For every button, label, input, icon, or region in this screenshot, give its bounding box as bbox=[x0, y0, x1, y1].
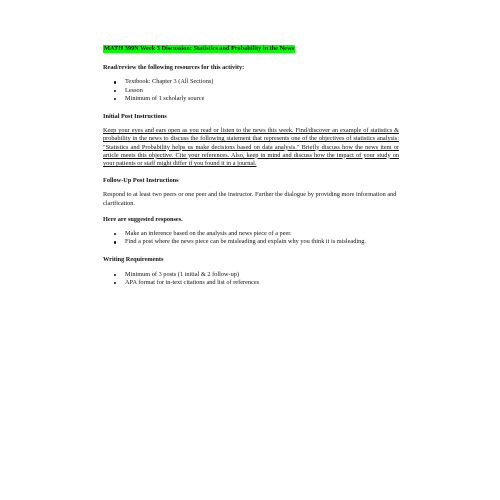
resources-list bbox=[103, 78, 399, 103]
list-item: Find a post where the news piece can be misleading and explain why you think it is misleading. bbox=[125, 238, 399, 246]
list-item: Textbook: Chapter 3 (All Sections) bbox=[125, 78, 399, 86]
writing-heading: Writing Requirements bbox=[103, 256, 164, 264]
initial-post-heading: Initial Post Instructions bbox=[103, 113, 167, 121]
initial-post-text: Keep your eyes and ears open as you read or listen to the news this week. Find/discover an example of statistics & probability in the news to discuss the following statement that represents one of the objectives of statistics analysis: "Statistics and Probability helps us make decisions based on data analysis." Briefly discuss how the news item or article meets this objective. Cite your references. Also, keep in mind and discuss how the impact of your study on your patients or staff might differ if you found it in a journal. bbox=[103, 127, 399, 168]
follow-up-text: Respond to at least two peers or one peer and the instructor. Further the dialogue by providing more information and clarification. bbox=[103, 191, 397, 207]
suggested-heading: Here are suggested responses. bbox=[103, 215, 183, 223]
list-item: Make an inference based on the analysis and news piece of a peer. bbox=[125, 230, 399, 238]
writing-list bbox=[103, 271, 399, 287]
list-item: Minimum of 3 posts (1 initial & 2 follow-up) bbox=[125, 271, 399, 279]
document-body bbox=[103, 45, 399, 297]
resources-heading: Read/review the following resources for this activity: bbox=[103, 64, 245, 72]
list-item: APA format for in-text citations and list of references bbox=[125, 279, 399, 287]
follow-up-heading: Follow-Up Post Instructions bbox=[103, 177, 179, 185]
list-item: Lesson bbox=[125, 87, 399, 95]
page-title: MATH 399N Week 3 Discussion: Statistics and Probability in the News bbox=[104, 45, 294, 52]
suggested-list bbox=[103, 230, 399, 246]
list-item: Minimum of 1 scholarly source bbox=[125, 95, 399, 103]
